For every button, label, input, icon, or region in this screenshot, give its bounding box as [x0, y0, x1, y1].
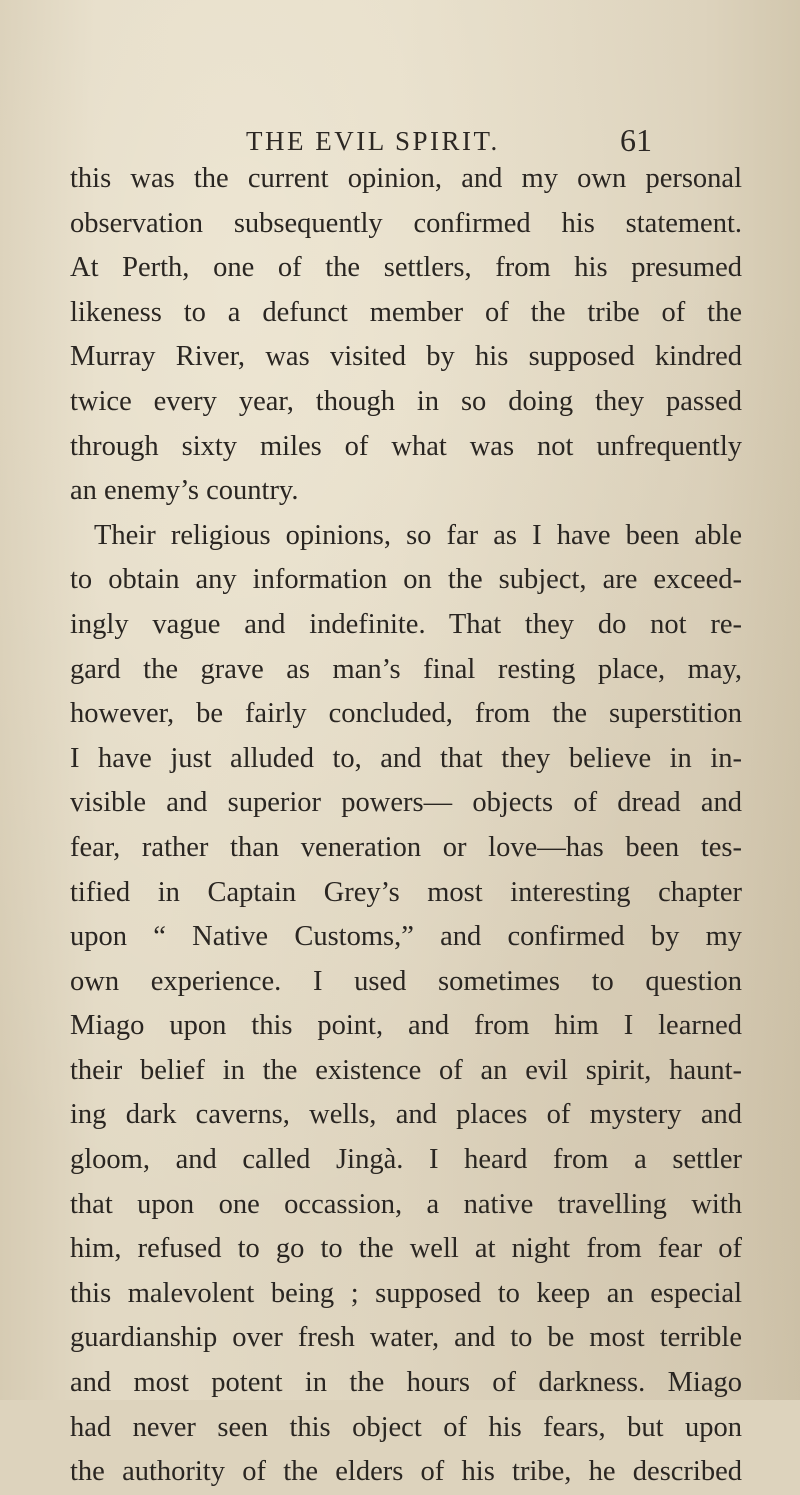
text-line: had never seen this object of his fears, but upon: [70, 1411, 742, 1443]
text-line: observation subsequently confirmed his statement.: [70, 207, 742, 239]
text-line: an enemy’s country.: [70, 475, 299, 507]
text-line: twice every year, though in so doing they passed: [70, 385, 742, 417]
text-line: likeness to a defunct member of the tribe of the: [70, 296, 742, 328]
text-line: him, refused to go to the well at night from fear of: [70, 1233, 742, 1265]
text-line: Murray River, was visited by his supposed kindred: [70, 341, 742, 373]
text-line: through sixty miles of what was not unfrequently: [70, 430, 742, 462]
running-title: THE EVIL SPIRIT.: [246, 126, 500, 156]
text-line: own experience. I used sometimes to question: [70, 965, 742, 997]
text-line: visible and superior powers— objects of dread and: [70, 787, 742, 819]
text-line: and most potent in the hours of darkness. Miago: [70, 1367, 742, 1399]
text-line: this malevolent being ; supposed to keep an especial: [70, 1277, 742, 1309]
text-line: guardianship over fresh water, and to be most terrible: [70, 1322, 742, 1354]
text-line: I have just alluded to, and that they believe in in-: [70, 742, 742, 774]
text-line: upon “ Native Customs,” and confirmed by my: [70, 921, 742, 953]
text-line: Their religious opinions, so far as I have been able: [94, 519, 742, 551]
text-line: Miago upon this point, and from him I learned: [70, 1010, 742, 1042]
page-number: 61: [620, 122, 652, 158]
body-text: [70, 157, 742, 1495]
text-line: ingly vague and indefinite. That they do not re-: [70, 608, 742, 640]
text-line: fear, rather than veneration or love—has been tes-: [70, 831, 742, 863]
text-line: gard the grave as man’s final resting place, may,: [70, 653, 742, 685]
text-line: gloom, and called Jingà. I heard from a settler: [70, 1144, 742, 1176]
text-line: their belief in the existence of an evil spirit, haunt-: [70, 1054, 742, 1086]
text-line: At Perth, one of the settlers, from his presumed: [70, 252, 742, 284]
text-line: that upon one occassion, a native travelling with: [70, 1188, 742, 1220]
text-line: this was the current opinion, and my own personal: [70, 163, 742, 194]
text-line: tified in Captain Grey’s most interesting chapter: [70, 876, 742, 908]
text-line: to obtain any information on the subject, are exceed-: [70, 564, 742, 596]
text-line: ing dark caverns, wells, and places of mystery and: [70, 1099, 742, 1131]
text-line: the authority of the elders of his tribe, he described: [70, 1456, 742, 1488]
text-line: however, be fairly concluded, from the superstition: [70, 698, 742, 730]
